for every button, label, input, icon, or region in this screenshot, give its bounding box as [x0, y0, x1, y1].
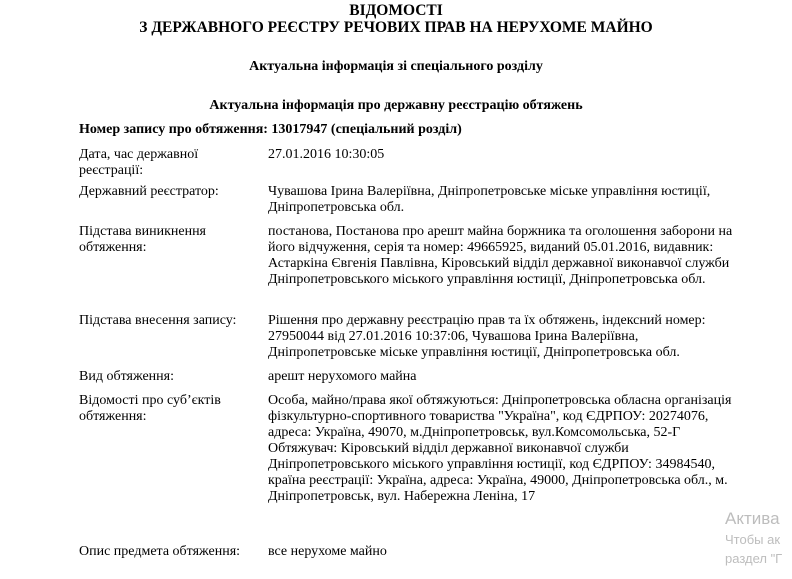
field-value: Чувашова Ірина Валеріївна, Дніпропетровське міське управління юстиції, Дніпропетровська обл. — [268, 184, 711, 215]
field-value-encumbrancer: Обтяжувач: Кіровський відділ державної виконавчої служби Дніпропетровського міського управління юстиції, код ЄДРПОУ: 34984540, країна реєстрації: Україна, адреса: Україна, 49000, Дніпропетровська обл., м. Дніпропетровськ, вул. Набережна Леніна, 17 — [268, 441, 728, 504]
field-label: Державний реєстратор: — [79, 184, 219, 199]
activation-watermark-text: Чтобы ак — [725, 532, 781, 547]
field-label: Дата, час державної реєстрації: — [79, 147, 199, 178]
activation-watermark-title: Актива — [725, 509, 780, 528]
record-number: Номер запису про обтяження: 13017947 (спеціальний розділ) — [79, 122, 462, 137]
field-value-debtor: Особа, майно/права якої обтяжуються: Дніпропетровська обласна організація фізкультурно-спортивного товариства "Україна", код ЄДРПОУ: 20274076, адреса: Україна, 49070, м.Дніпропетровськ, вул.Комсомольська, 52-Г — [268, 393, 732, 440]
field-value: все нерухоме майно — [268, 544, 387, 559]
field-label: Відомості про суб’єктів обтяження: — [79, 393, 221, 424]
field-value: арешт нерухомого майна — [268, 369, 417, 384]
field-label: Підстава виникнення обтяження: — [79, 224, 206, 255]
field-value: постанова, Постанова про арешт майна боржника та оголошення заборони на його відчуження, серія та номер: 49665925, виданий 05.01.2016, видавник: Астаркіна Євгенія Павлівна, Кіровський відділ державної виконавчої служби Дніпропетровського міського управління юстиції, Дніпропетровська обл. — [268, 224, 733, 287]
section-title: Актуальна інформація зі спеціального розділу — [249, 59, 543, 74]
field-label: Опис предмета обтяження: — [79, 544, 241, 559]
field-label: Вид обтяження: — [79, 369, 174, 384]
field-value: 27.01.2016 10:30:05 — [268, 147, 385, 162]
field-label: Підстава внесення запису: — [79, 313, 237, 328]
document-title-subtitle: З ДЕРЖАВНОГО РЕЄСТРУ РЕЧОВИХ ПРАВ НА НЕРУХОМЕ МАЙНО — [139, 19, 653, 36]
subsection-title: Актуальна інформація про державну реєстрацію обтяжень — [209, 98, 583, 113]
document-title: ВІДОМОСТІ — [349, 2, 443, 19]
activation-watermark-text: раздел "Г — [725, 551, 783, 566]
field-value: Рішення про державну реєстрацію прав та їх обтяжень, індексний номер: 27950044 від 27.01.2016 10:37:06, Чувашова Ірина Валеріївна, Дніпропетровське міське управління юстиції, Дніпропетровська обл. — [268, 313, 706, 360]
field-value-group — [268, 393, 748, 505]
